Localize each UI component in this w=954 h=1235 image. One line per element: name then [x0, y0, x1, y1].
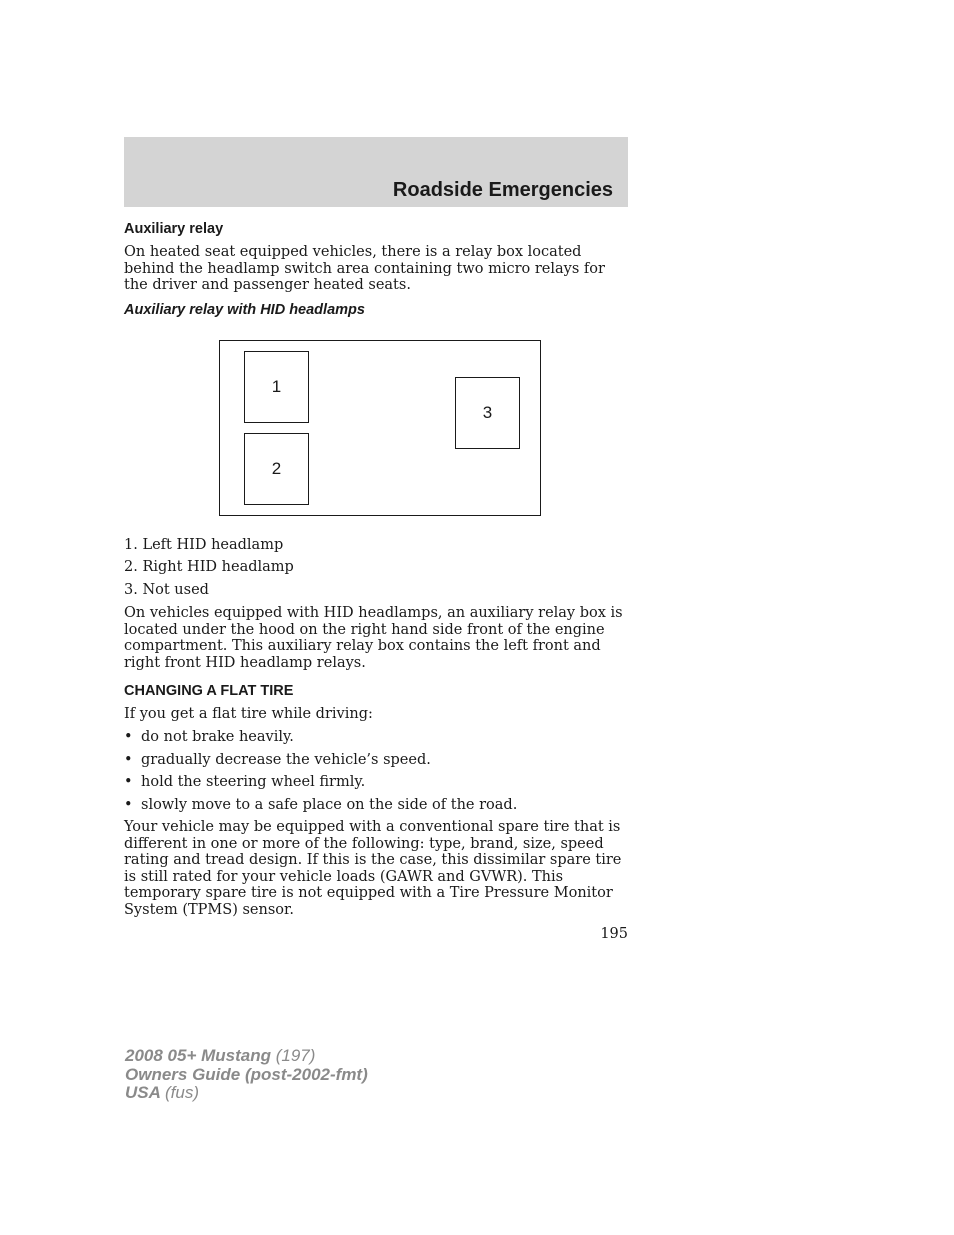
bullet-icon: •	[124, 729, 133, 745]
auxiliary-relay-heading: Auxiliary relay	[124, 221, 224, 237]
flat-tire-intro: If you get a flat tire while driving:	[124, 706, 373, 722]
relay-box-diagram	[219, 340, 541, 516]
footer-line-3: USA (fus)	[125, 1083, 199, 1102]
hid-relay-subheading: Auxiliary relay with HID headlamps	[124, 302, 365, 318]
list-item: • hold the steering wheel firmly.	[124, 774, 366, 790]
footer-line-1: 2008 05+ Mustang (197)	[125, 1046, 316, 1065]
flat-tire-heading: CHANGING A FLAT TIRE	[124, 683, 294, 699]
bullet-icon: •	[124, 751, 133, 768]
section-title: Roadside Emergencies	[392, 179, 613, 201]
page-number: 195	[600, 926, 628, 942]
relay-1: 1	[244, 351, 309, 423]
list-item: • gradually decrease the vehicle’s speed.	[124, 751, 431, 768]
bullet-icon: •	[124, 796, 133, 813]
spare-tire-paragraph: Your vehicle may be equipped with a conventional spare tire that is different in one or more of the following: type, brand, size, speed rating and tread design. If this is the case, this dissimilar spare tire is still rated for your vehicle loads (GAWR and GVWR). This temporary spare tire is not equipped with a Tire Pressure Monitor System (TPMS) sensor.	[124, 819, 622, 918]
relay-2: 2	[244, 433, 309, 505]
auxiliary-relay-paragraph: On heated seat equipped vehicles, there is a relay box located behind the headlamp switch area containing two micro relays for the driver and passenger heated seats.	[124, 244, 605, 293]
section-header-band	[124, 137, 628, 207]
bullet-icon: •	[124, 774, 133, 790]
flat-tire-bullet-list	[124, 729, 628, 813]
legend-item-2: 2. Right HID headlamp	[124, 559, 294, 575]
document-footer	[125, 1047, 368, 1103]
list-item: • do not brake heavily.	[124, 729, 294, 745]
legend-item-1: 1. Left HID headlamp	[124, 537, 284, 553]
relay-3: 3	[455, 377, 520, 449]
legend-item-3: 3. Not used	[124, 582, 209, 598]
footer-line-2: Owners Guide (post-2002-fmt)	[125, 1064, 368, 1084]
list-item: • slowly move to a safe place on the side of the road.	[124, 796, 518, 813]
hid-relay-paragraph: On vehicles equipped with HID headlamps, an auxiliary relay box is located under the hood on the right hand side front of the engine compartment. This auxiliary relay box contains the left front and right front HID headlamp relays.	[124, 605, 623, 671]
